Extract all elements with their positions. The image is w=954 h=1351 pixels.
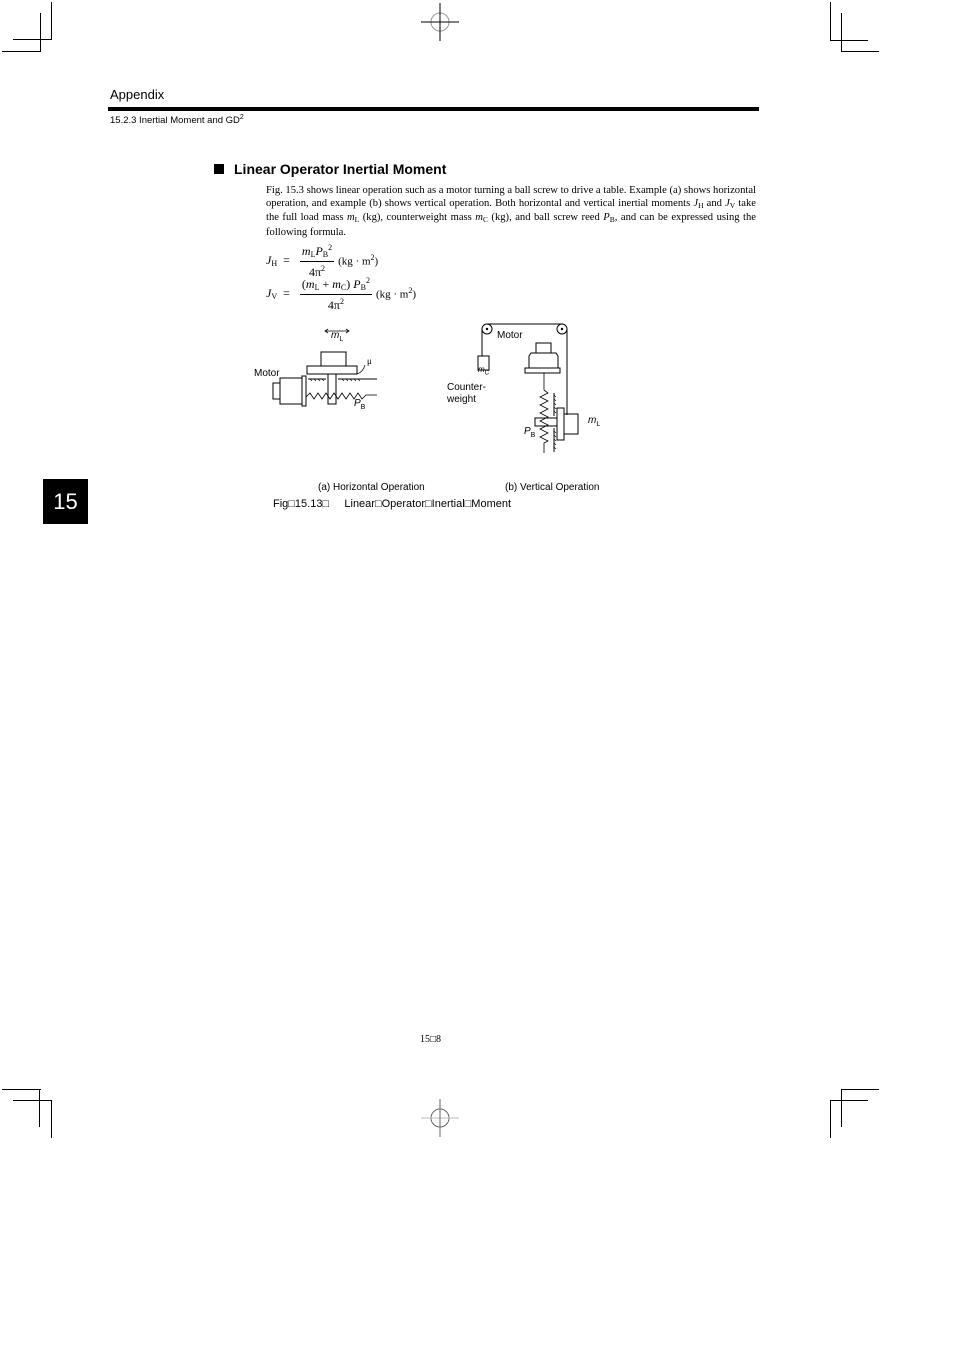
- body-paragraph: [266, 185, 756, 240]
- den-text: 4π: [327, 298, 340, 312]
- unit-close: ): [412, 288, 416, 301]
- fraction: [300, 274, 372, 312]
- para-text: take the full load mass: [266, 197, 756, 224]
- symbol-pb: P: [603, 212, 610, 224]
- sym: P: [524, 426, 531, 437]
- symbol-ml: m: [347, 212, 355, 224]
- header-label: Appendix: [110, 87, 165, 102]
- numerator: [300, 274, 372, 295]
- den-exp: 2: [339, 297, 344, 306]
- unit-close: ): [374, 255, 379, 268]
- equals-sign: =: [283, 252, 290, 267]
- para-text: , and can be expressed using the following formula.: [266, 212, 756, 239]
- header-rule: [108, 107, 759, 111]
- sym-sub: C: [340, 283, 347, 292]
- formula-lhs-sub: V: [271, 291, 278, 301]
- sym-sub: L: [314, 283, 320, 292]
- sym: m: [332, 277, 341, 291]
- symbol-jh-sub: H: [698, 200, 704, 210]
- subcaption-vertical: (b) Vertical Operation: [505, 482, 600, 493]
- para-text: (kg), counterweight mass: [359, 212, 476, 224]
- sym: P: [354, 398, 361, 409]
- mass-label-horizontal: [331, 330, 343, 343]
- pitch-label-vertical: [524, 426, 535, 439]
- sym: m: [588, 415, 597, 426]
- sym: P: [315, 244, 323, 258]
- para-text: (kg), and ball screw reed: [487, 212, 604, 224]
- formula-unit: [338, 253, 378, 268]
- sym-sub: L: [339, 336, 344, 343]
- sym: m: [301, 244, 311, 258]
- heading-title: Linear Operator Inertial Moment: [234, 161, 447, 177]
- unit-exp: 2: [370, 252, 375, 262]
- section-text: 15.2.3 Inertial Moment and GD: [110, 115, 240, 127]
- figure-caption: Fig□15.13□ Linear□Operator□Inertial□Moment: [273, 498, 512, 510]
- plus: +: [319, 277, 333, 291]
- formula-lhs: J: [266, 285, 272, 300]
- registration-mark-bottom: [420, 1098, 460, 1138]
- page-number: 15□8: [420, 1034, 442, 1045]
- unit-exp: 2: [408, 285, 413, 295]
- unit-text: (kg · m: [338, 255, 371, 268]
- den-exp: 2: [321, 264, 326, 273]
- sym-exp: 2: [328, 243, 333, 252]
- sym-sub: C: [484, 370, 490, 377]
- chapter-tab: 15: [43, 479, 88, 524]
- sym: m: [478, 365, 485, 374]
- numerator: [300, 241, 334, 262]
- symbol-pb-sub: B: [609, 215, 615, 225]
- section-sup: 2: [239, 114, 244, 121]
- sym-sub: L: [310, 250, 316, 259]
- sym: m: [331, 330, 340, 341]
- sym: P: [353, 277, 361, 291]
- sym-sub: B: [322, 250, 329, 259]
- section-heading: [214, 161, 446, 177]
- sym-sub: B: [530, 432, 536, 439]
- mass-label-vertical: [588, 415, 600, 428]
- formula-lhs: J: [266, 252, 272, 267]
- equals-sign: =: [283, 285, 290, 300]
- paren: ): [346, 277, 354, 291]
- square-bullet-icon: [214, 164, 224, 174]
- paren: (: [301, 277, 306, 291]
- label-line: Counter-: [447, 382, 486, 393]
- sym: m: [305, 277, 315, 291]
- den-text: 4π: [308, 265, 322, 279]
- unit-text: (kg · m: [375, 288, 409, 301]
- counterweight-mass-label: [478, 365, 489, 377]
- sym-sub: B: [360, 404, 366, 411]
- denominator: [328, 295, 344, 312]
- symbol-jh: J: [693, 197, 699, 209]
- subcaption-horizontal: (a) Horizontal Operation: [318, 482, 425, 493]
- sym-sub: L: [596, 421, 601, 428]
- friction-label: μ: [367, 356, 372, 366]
- symbol-ml-sub: L: [354, 215, 360, 225]
- symbol-jv-sub: V: [729, 200, 736, 210]
- para-text: Fig. 15.3 shows linear operation such as a motor turning a ball screw to drive a table. Example (a) shows horizontal operation, and example (b) shows vertical operation. Both horizontal and vertical inertial moments: [266, 185, 756, 209]
- sym-sub: B: [360, 283, 366, 292]
- label-line: weight: [447, 394, 476, 405]
- horizontal-operation-diagram: [265, 325, 390, 420]
- motor-label-horizontal: Motor: [254, 368, 280, 379]
- counterweight-label: [447, 382, 486, 406]
- formula-unit: [376, 286, 416, 301]
- formula-jv: [266, 274, 416, 312]
- registration-mark-top: [420, 2, 460, 42]
- symbol-jv: J: [725, 197, 730, 209]
- pitch-label-horizontal: [354, 398, 365, 411]
- formula-lhs-sub: H: [271, 258, 278, 268]
- motor-label-vertical: Motor: [497, 330, 523, 341]
- section-breadcrumb: [110, 114, 244, 126]
- sym-exp: 2: [365, 276, 370, 285]
- symbol-mc-sub: C: [482, 215, 488, 225]
- para-text: and: [703, 197, 726, 209]
- symbol-mc: m: [475, 212, 483, 224]
